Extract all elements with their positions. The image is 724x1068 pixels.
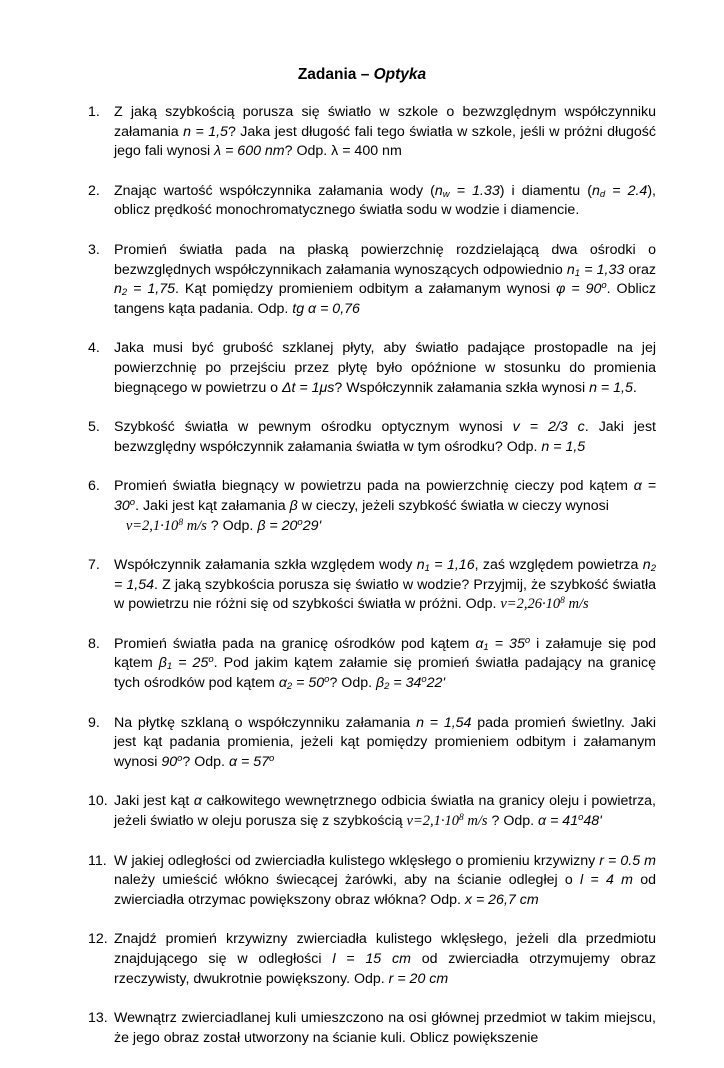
task-12: 12. Znajdź promień krzywizny zwierciadła kulistego wklęsłego, jeżeli dla przedmiotu znajdującego się w odległości l = 15 cm od zwierciadła otrzymujemy obraz rzeczywisty, dwukrotnie powiększony. Odp. r = 20 cm [88,931,656,987]
task-10: 10. Jaki jest kąt α całkowitego wewnętrznego odbicia światła na granicy oleju i powietrza, jeżeli światło w oleju porusza się z szybkością $v=2,1\cdot 10^8$ m/s ? Odp. $\alpha = 41^o48'$ [88,793,656,830]
task-8: 8. Promień światła pada na granicę ośrodków pod kątem $\alpha_1 = 35^o$ i załamuje się pod kątem $\beta_1 = 25^o$. Pod jakim kątem załamie się promień światła padający na granicę tych ośrodków pod kątem $\alpha_2 = 50^o$? Odp. $\beta_2 = 34^o22'$ [88,634,657,693]
task-13: 13. Wewnątrz zwierciadlanej kuli umieszczono na osi głównej przedmiot w takim miejscu, że jego obraz został utworzony na ścianie kuli. Oblicz powiększenie [88,1010,656,1046]
task-3: 3. Promień światła pada na płaską powierzchnię rozdzielającą dwa ośrodki o bezwzględnych współczynnikach załamania wynoszących odpowiednio $n_1 = 1,33$ oraz $n_2 = 1,75$. Kąt pomiędzy promieniem odbitym a załamanym wynosi $\varphi = 90^o$. Oblicz tangens kąta padania. Odp. tg α = 0,76 [88,241,656,317]
task-1: 1. Z jaką szybkością porusza się światło w szkole o bezwzględnym współczynniku załamania n = 1,5? Jaka jest długość fali tego światła w szkole, jeśli w próżni długość jego fali wynosi λ = 600 nm? Odp. λ = 400 nm [88,104,656,160]
formula-velocity: $v=2,1\cdot 10^8$ m/s [406,813,488,830]
task-11: 11. W jakiej odległości od zwierciadła kulistego wklęsłego o promieniu krzywizny r = 0.5 m należy umieścić włókno świecącej żarówki, aby na ścianie odległej o l = 4 m od zwierciadła otrzymac powiększony obraz włókna? Odp. x = 26,7 cm [88,852,656,908]
task-6: 6. Promień światła biegnący w powietrzu pada na powierzchnię cieczy pod kątem $\alpha = 30^o$. Jaki jest kąt załamania β w cieczy, jeżeli szybkość światła w cieczy wynosi $v=2,1\cdot 10^8$ m/s ? Odp. $\beta = 20^o29'$ [88,478,656,534]
task-2: 2. Znając wartość współczynnika załamania wody $(n_w = 1.33)$ i diamentu $(n_d = 2.4)$, oblicz prędkość monochromatycznego światła sodu w wodzie i diamencie. [88,182,656,219]
task-list [88,103,656,1068]
task-5: 5. Szybkość światła w pewnym ośrodku optycznym wynosi v = 2/3 c. Jaki jest bezwzględny współczynnik załamania światła w tym ośrodku? Odp. n = 1,5 [88,419,656,455]
formula-velocity: $v=2,26\cdot 10^8$ m/s [500,596,589,613]
task-7: 7. Współczynnik załamania szkła względem wody $n_1 = 1,16$, zaś względem powietrza $n_2 = 1,54$. Z jaką szybkościa porusza się światło w wodzie? Przyjmij, że szybkość światła w powietrzu nie różni się od szybkości światła w próżni. Odp. $v=2,26\cdot 10^8$ m/s [88,557,656,613]
formula-velocity: $v=2,1\cdot 10^8$ m/s [125,517,207,534]
task-4: 4. Jaka musi być grubość szklanej płyty, aby światło padające prostopadle na jej powierzchnię po przejściu przez płytę było opóźnione w stosunku do promienia biegnącego w powietrzu o Δt = 1μs? Współczynnik załamania szkła wynosi n = 1,5. [88,340,656,396]
task-9: 9. Na płytkę szklaną o współczynniku załamania n = 1,54 pada promień świetlny. Jaki jest kąt padania promienia, jeżeli kąt pomiędzy promieniem odbitym i załamanym wynosi 90$^o$? Odp. $\alpha = 57^o$ [88,714,656,770]
page-title: Zadania – Optyka [297,66,427,83]
